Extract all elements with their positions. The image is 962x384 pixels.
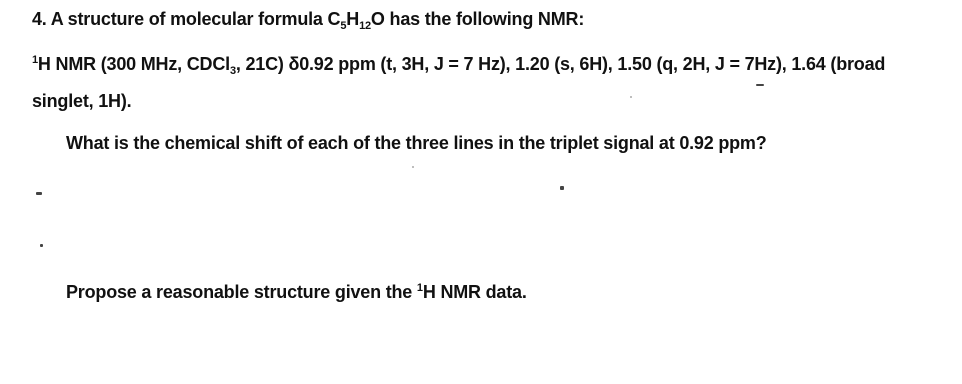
structure-question <box>66 282 527 303</box>
heading-suffix: O has the following NMR: <box>370 9 585 29</box>
heading-prefix: 4. A structure of molecular formula C <box>32 9 341 29</box>
structure-isotope-superscript: 1 <box>416 282 423 294</box>
structure-question-suffix: H NMR data. <box>422 282 527 302</box>
hydrogen-label: H <box>346 9 360 29</box>
carbon-count: 5 <box>340 20 347 32</box>
scan-speck <box>630 96 632 98</box>
triplet-shift-question: What is the chemical shift of each of the three lines in the triplet signal at 0.92 ppm? <box>66 133 767 153</box>
scan-speck <box>36 192 42 195</box>
nmr-data-line-1 <box>32 54 885 75</box>
structure-question-prefix: Propose a reasonable structure given the <box>66 282 417 302</box>
scan-speck <box>412 166 414 168</box>
nmr-text-b: , 21C) δ0.92 ppm (t, 3H, J = 7 Hz), 1.20 (s, 6H), 1.50 (q, 2H, J = 7Hz), 1.64 (broad <box>235 54 886 74</box>
hydrogen-count: 12 <box>359 20 371 32</box>
nmr-text-a: H NMR (300 MHz, CDCl <box>37 54 230 74</box>
scan-speck <box>756 84 764 86</box>
nmr-data-line-2: singlet, 1H). <box>32 91 132 111</box>
chloroform-subscript: 3 <box>229 65 236 77</box>
problem-heading <box>32 9 584 30</box>
isotope-superscript: 1 <box>32 54 38 66</box>
scan-speck <box>560 186 564 190</box>
scan-speck <box>40 244 43 247</box>
